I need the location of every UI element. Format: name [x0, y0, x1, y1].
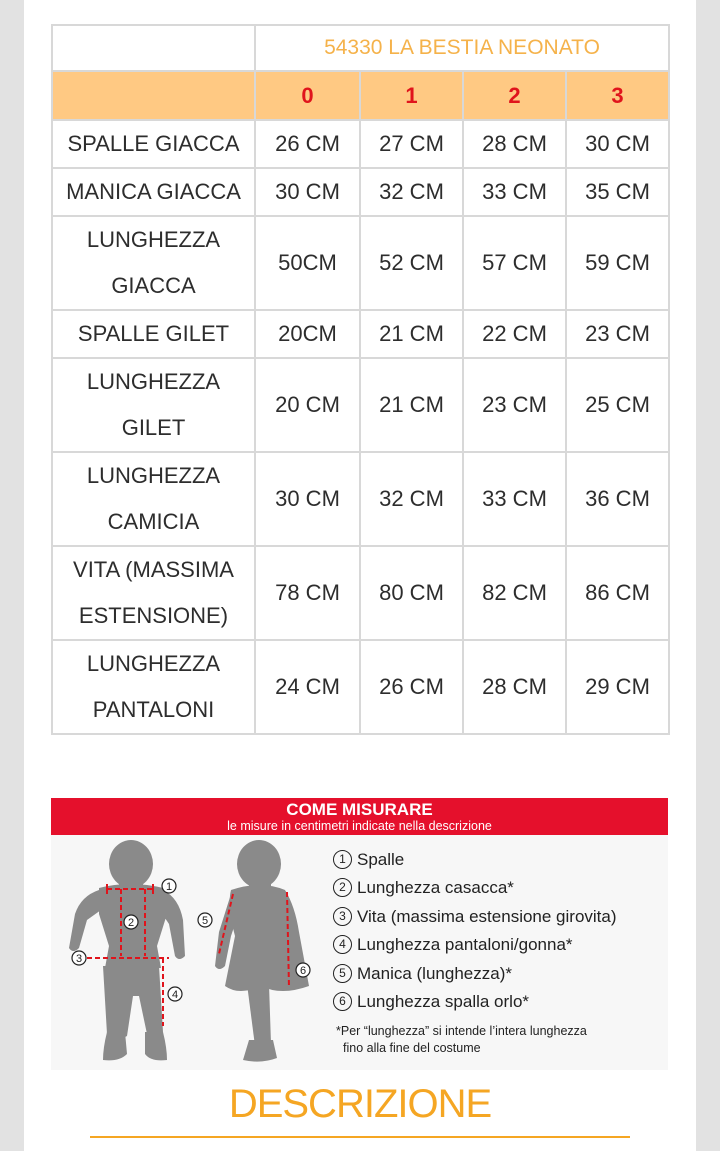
table-cell: 20 CM — [255, 358, 360, 452]
measurement-list — [333, 846, 673, 1016]
table-cell: 21 CM — [360, 310, 463, 358]
table-cell: 26 CM — [360, 640, 463, 734]
table-row — [52, 120, 669, 168]
table-cell: 29 CM — [566, 640, 669, 734]
size-header-blank-cell — [52, 71, 255, 120]
table-cell: 20CM — [255, 310, 360, 358]
table-cell: 80 CM — [360, 546, 463, 640]
row-label: SPALLE GILET — [52, 310, 255, 358]
table-cell: 30 CM — [566, 120, 669, 168]
child-front-silhouette-icon — [59, 836, 191, 1068]
list-item-label: Lunghezza pantaloni/gonna* — [357, 935, 573, 955]
list-item-label: Lunghezza casacca* — [357, 878, 514, 898]
table-cell: 21 CM — [360, 358, 463, 452]
footnote-line-1: *Per “lunghezza” si intende l’intera lunghezza — [336, 1024, 587, 1038]
table-cell: 33 CM — [463, 168, 566, 216]
list-item-label: Manica (lunghezza)* — [357, 963, 512, 983]
table-cell: 50CM — [255, 216, 360, 310]
list-item-number: 3 — [333, 907, 352, 926]
child-side-silhouette-icon — [191, 836, 321, 1068]
svg-text:1: 1 — [166, 881, 173, 893]
measure-title: COME MISURARE — [286, 800, 433, 819]
table-row — [52, 546, 669, 640]
table-cell: 82 CM — [463, 546, 566, 640]
description-heading: DESCRIZIONE — [228, 1082, 492, 1126]
table-cell: 78 CM — [255, 546, 360, 640]
table-title-row — [52, 25, 669, 71]
table-row — [52, 358, 669, 452]
list-item-number: 5 — [333, 964, 352, 983]
list-item-label: Lunghezza spalla orlo* — [357, 991, 530, 1011]
svg-text:6: 6 — [300, 965, 307, 977]
row-label: SPALLE GIACCA — [52, 120, 255, 168]
table-row — [52, 310, 669, 358]
how-to-measure-guide — [51, 798, 668, 1070]
svg-text:5: 5 — [202, 915, 209, 927]
svg-text:2: 2 — [128, 917, 135, 929]
length-footnote — [336, 1023, 671, 1057]
measure-banner — [51, 798, 668, 835]
table-cell: 33 CM — [463, 452, 566, 546]
table-cell: 23 CM — [463, 358, 566, 452]
footnote-line-2: fino alla fine del costume — [343, 1041, 481, 1055]
table-cell: 24 CM — [255, 640, 360, 734]
list-item — [333, 960, 673, 988]
list-item-label: Vita (massima estensione girovita) — [357, 906, 617, 926]
table-cell: 23 CM — [566, 310, 669, 358]
size-header-0: 0 — [255, 71, 360, 120]
list-item — [333, 903, 673, 931]
list-item — [333, 874, 673, 902]
table-cell: 36 CM — [566, 452, 669, 546]
table-cell: 57 CM — [463, 216, 566, 310]
product-page — [24, 0, 696, 1151]
header-blank-cell — [52, 25, 255, 71]
row-label: LUNGHEZZA PANTALONI — [52, 640, 255, 734]
table-cell: 32 CM — [360, 452, 463, 546]
list-item-number: 6 — [333, 992, 352, 1011]
list-item — [333, 988, 673, 1016]
table-cell: 28 CM — [463, 640, 566, 734]
size-header-3: 3 — [566, 71, 669, 120]
table-row — [52, 216, 669, 310]
list-item-number: 4 — [333, 935, 352, 954]
table-cell: 25 CM — [566, 358, 669, 452]
table-cell: 59 CM — [566, 216, 669, 310]
table-row — [52, 640, 669, 734]
size-header-1: 1 — [360, 71, 463, 120]
size-header-row — [52, 71, 669, 120]
table-row — [52, 452, 669, 546]
list-item-label: Spalle — [357, 850, 405, 869]
row-label: LUNGHEZZA CAMICIA — [52, 452, 255, 546]
row-label: LUNGHEZZA GILET — [52, 358, 255, 452]
table-cell: 86 CM — [566, 546, 669, 640]
table-cell: 32 CM — [360, 168, 463, 216]
product-name: 54330 LA BESTIA NEONATO — [255, 25, 669, 71]
list-item — [333, 931, 673, 959]
list-item-number: 2 — [333, 878, 352, 897]
measure-subtitle: le misure in centimetri indicate nella descrizione — [227, 819, 492, 833]
list-item-number: 1 — [333, 850, 352, 869]
table-cell: 30 CM — [255, 452, 360, 546]
row-label: VITA (MASSIMA ESTENSIONE) — [52, 546, 255, 640]
list-item — [333, 846, 673, 874]
row-label: LUNGHEZZA GIACCA — [52, 216, 255, 310]
table-cell: 26 CM — [255, 120, 360, 168]
size-header-2: 2 — [463, 71, 566, 120]
table-cell: 28 CM — [463, 120, 566, 168]
svg-text:4: 4 — [172, 989, 179, 1001]
table-cell: 22 CM — [463, 310, 566, 358]
table-cell: 35 CM — [566, 168, 669, 216]
table-row — [52, 168, 669, 216]
heading-underline — [90, 1136, 630, 1138]
size-chart-table — [51, 24, 670, 735]
svg-text:3: 3 — [76, 953, 83, 965]
table-cell: 27 CM — [360, 120, 463, 168]
table-cell: 30 CM — [255, 168, 360, 216]
row-label: MANICA GIACCA — [52, 168, 255, 216]
table-cell: 52 CM — [360, 216, 463, 310]
